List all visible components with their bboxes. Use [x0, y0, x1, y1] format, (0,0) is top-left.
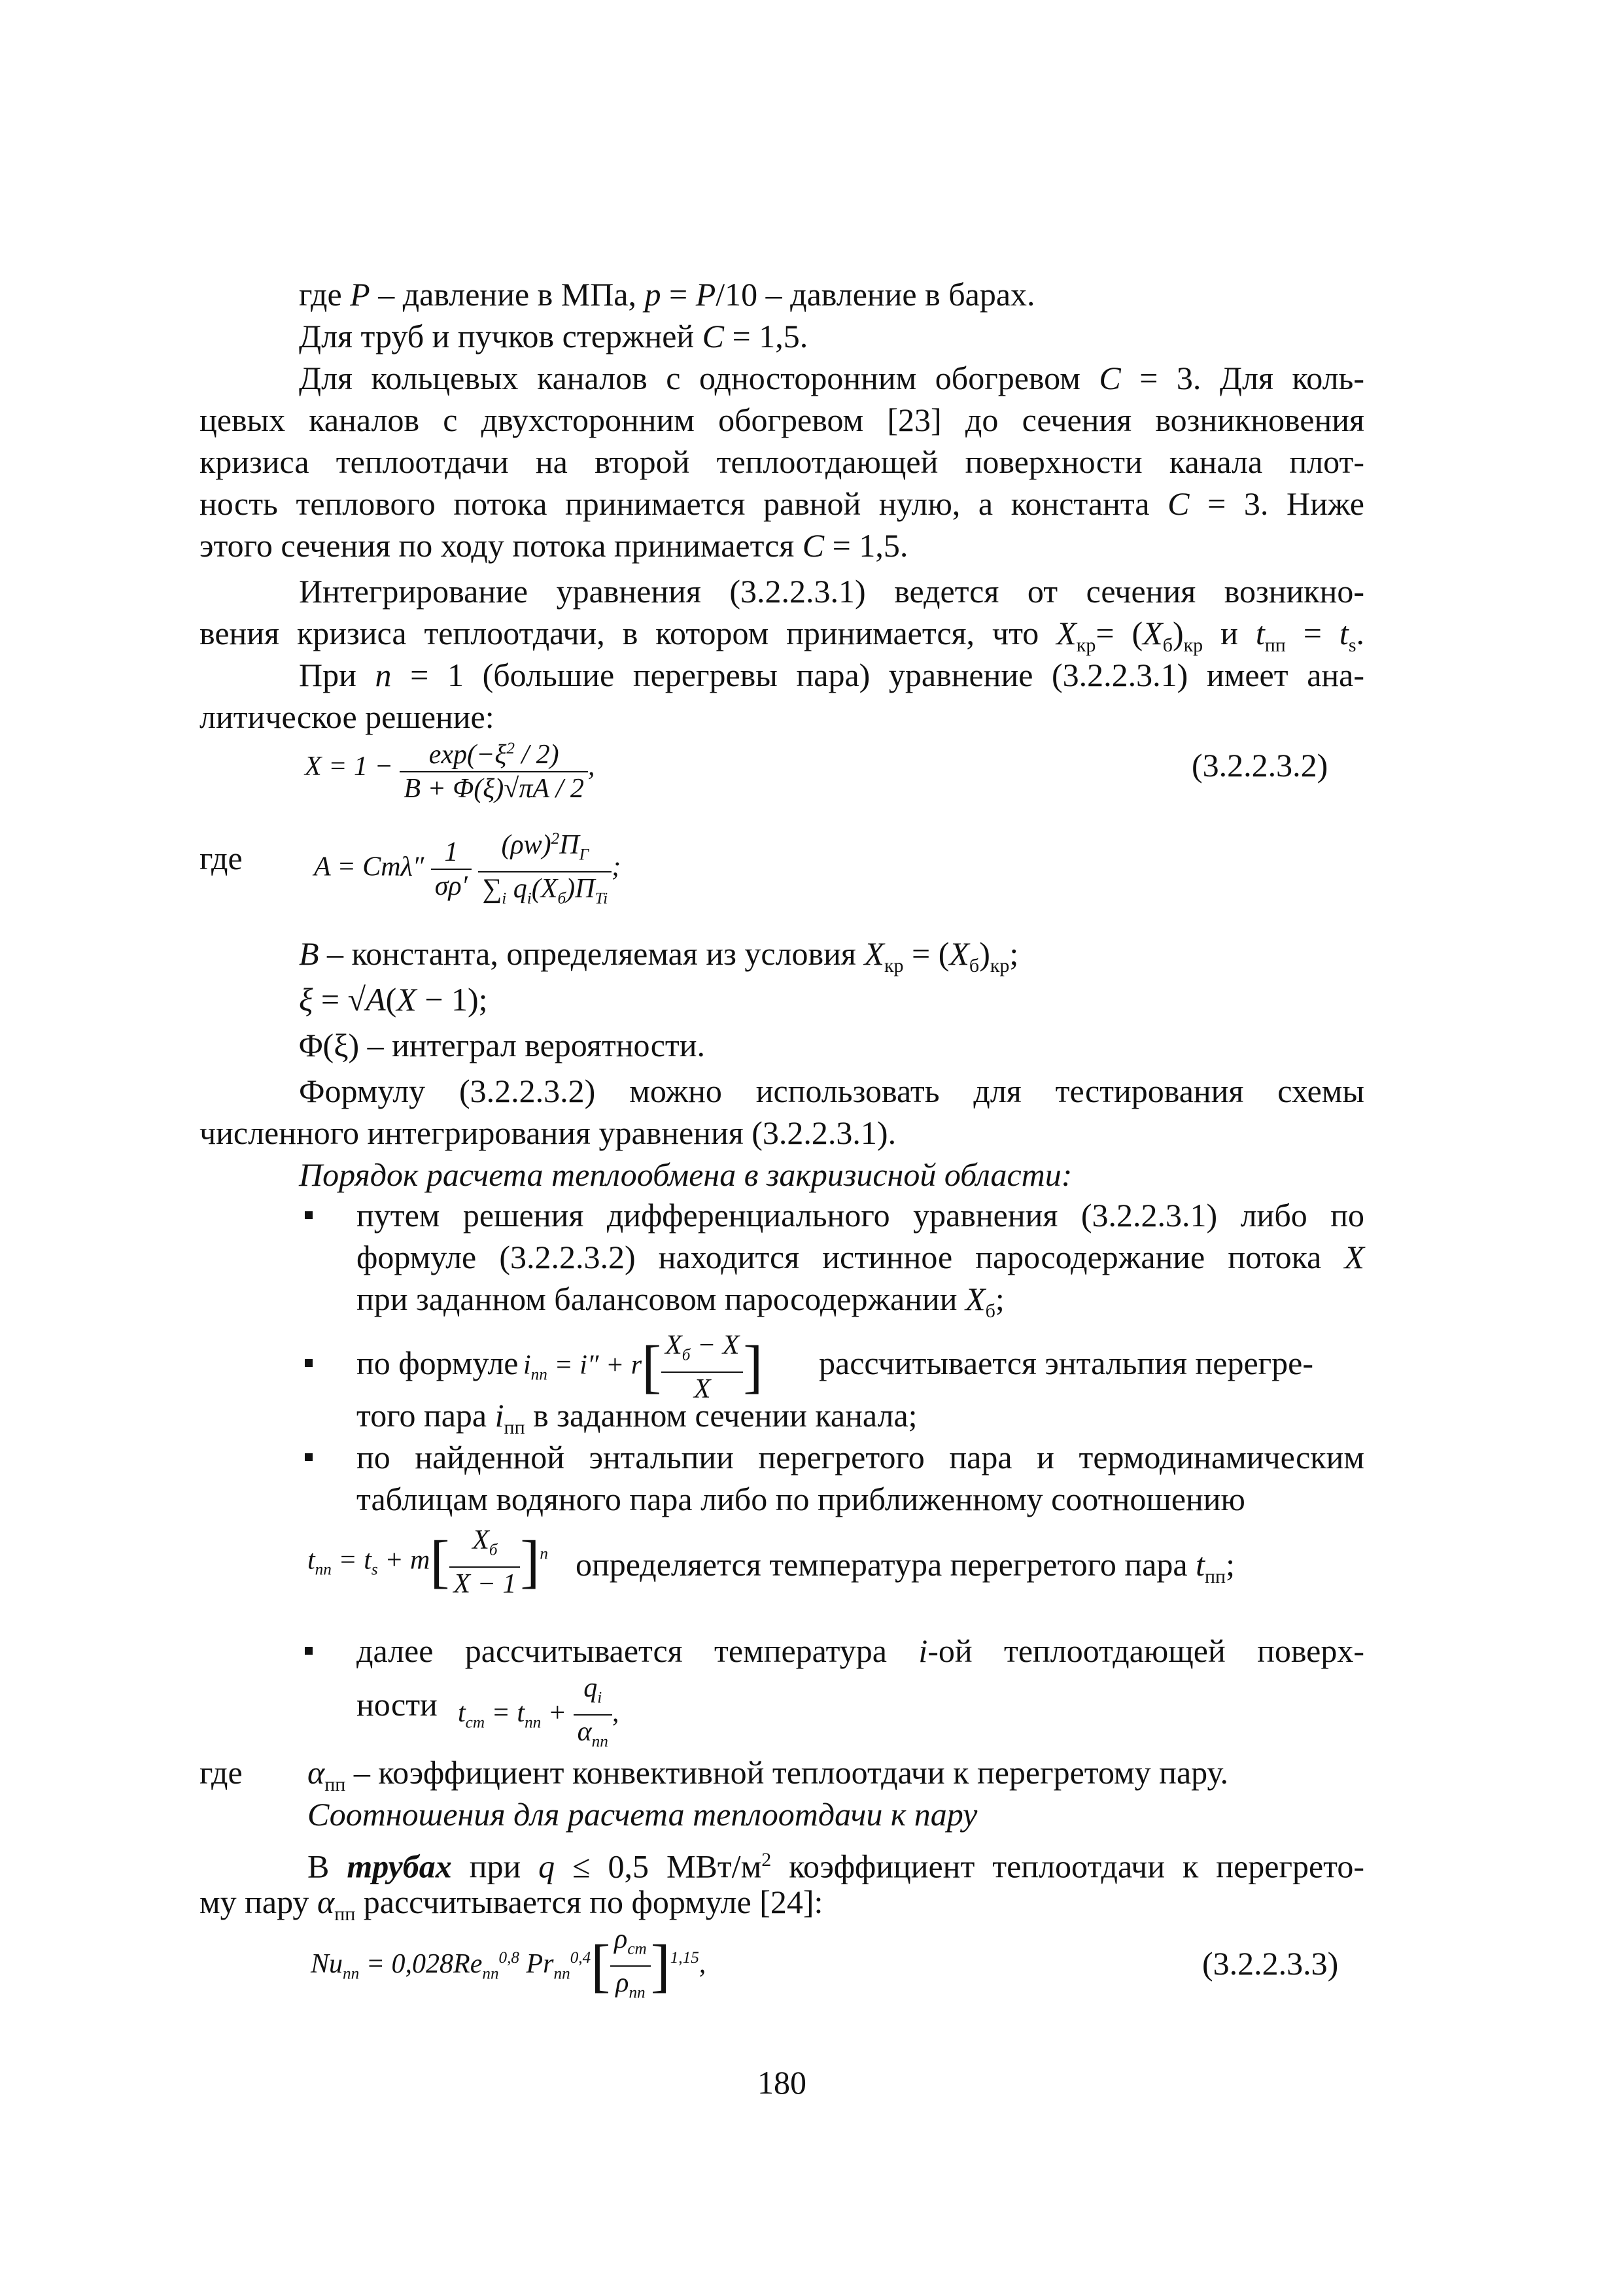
bullet-marker	[305, 1647, 313, 1655]
text-line: вения кризиса теплоотдачи, в котором принимается, что $X_{кр}= (X_б)_{кр}$ и $t_{пп} = t_s$.	[199, 615, 1364, 656]
equation-nu: $Nu_{пп} = 0,028Re_{пп}^{0,8}$ $Pr_{пп}^{0,4}$[ $\frac{\rho_{ст}}{\rho_{пп}}$ ]$^{1,15}$,	[311, 1924, 706, 2002]
text-line: путем решения дифференциального уравнения (3.2.2.3.1) либо по	[356, 1197, 1364, 1234]
where-label: где	[199, 1754, 243, 1791]
text-line: по формуле	[356, 1345, 519, 1381]
text-line: кризиса теплоотдачи на второй теплоотдающей поверхности канала плот-	[199, 443, 1364, 480]
text-line: Интегрирование уравнения (3.2.2.3.1) ведется от сечения возникно-	[299, 573, 1364, 610]
text-line: ξ = √A(X − 1);	[299, 981, 488, 1018]
section-heading: Порядок расчета теплообмена в закризисной области:	[299, 1156, 1073, 1193]
section-heading: Соотношения для расчета теплоотдачи к пару	[307, 1796, 978, 1833]
text-line: далее рассчитывается температура i-ой теплоотдающей поверх-	[356, 1632, 1365, 1669]
page-number: 180	[757, 2064, 806, 2101]
text-line: B – константа, определяемая из условия $X_{кр} = (X_б)_{кр}$;	[299, 935, 1019, 976]
where-label: где	[199, 840, 243, 876]
text-line: ности	[356, 1686, 438, 1723]
text-line: таблицам водяного пара либо по приближенному соотношению	[356, 1481, 1245, 1517]
text-line: Для кольцевых каналов с односторонним обогревом C = 3. Для коль-	[299, 360, 1364, 396]
text-line: В трубах при q ≤ 0,5 МВт/$м^2$ коэффициент теплоотдачи к перегрето-	[307, 1848, 1364, 1885]
bullet-marker	[305, 1359, 313, 1367]
equation-a: A = Cmλ″ $\frac{1}{\sigma\rho'}$ $\frac{(\rho w)^2\Pi_Г}{\sum_i q_i(X_б)\Pi_{Ti}}$ ;	[314, 823, 621, 916]
bullet-marker	[305, 1211, 313, 1219]
equation-number: (3.2.2.3.3)	[1202, 1945, 1339, 1982]
text-line: му пару $\alpha_{пп}$ рассчитывается по формуле [24]:	[199, 1884, 823, 1925]
text-line: численного интегрирования уравнения (3.2.2.3.1).	[199, 1114, 897, 1151]
text-line: $\alpha_{пп}$ – коэффициент конвективной теплоотдачи к перегретому пару.	[307, 1754, 1228, 1795]
text-line: при заданном балансовом паросодержании $X_б$;	[356, 1281, 1005, 1322]
text-line: ность теплового потока принимается равной нулю, а константа C = 3. Ниже	[199, 485, 1364, 522]
bullet-marker	[305, 1453, 313, 1461]
text-line: где P – давление в МПа, p = P/10 – давление в барах.	[299, 276, 1035, 313]
text-line: литическое решение:	[199, 699, 494, 735]
equation-x: X = 1 − $\frac{\exp(-\xi^2 / 2)}{B + \Phi(\xi)√\pi A / 2}$ ,	[305, 733, 595, 805]
text-line: Для труб и пучков стержней C = 1,5.	[299, 318, 808, 354]
text-line: по найденной энтальпии перегретого пара и термодинамическим	[356, 1439, 1364, 1475]
equation-i: $i_{пп} = i'' + r$[ $\frac{X_б - X}{X}$ ]	[523, 1330, 763, 1405]
text-line: цевых каналов с двухсторонним обогревом [23] до сечения возникновения	[199, 402, 1364, 438]
equation-tst: $t_{ст} = t_{пп}$ + $\frac{q_i}{\alpha_{пп}}$ ,	[458, 1673, 619, 1751]
text-line: Φ(ξ) – интеграл вероятности.	[299, 1027, 705, 1063]
text-line: Формулу (3.2.2.3.2) можно использовать для тестирования схемы	[299, 1073, 1364, 1109]
text-line: этого сечения по ходу потока принимается C = 1,5.	[199, 527, 908, 564]
text-line: формуле (3.2.2.3.2) находится истинное паросодержание потока X	[356, 1239, 1364, 1275]
text-line: того пара $i_{пп}$ в заданном сечении канала;	[356, 1397, 918, 1438]
text-line: рассчитывается энтальпия перегре-	[819, 1345, 1313, 1381]
text-line: При n = 1 (большие перегревы пара) уравнение (3.2.2.3.1) имеет ана-	[299, 657, 1364, 693]
equation-number: (3.2.2.3.2)	[1192, 747, 1328, 784]
text-line: определяется температура перегретого пара $t_{пп}$;	[576, 1546, 1235, 1587]
equation-t: $t_{пп} = t_s + m$[ $\frac{X_б}{X - 1}$ ]$^n$	[307, 1525, 548, 1600]
